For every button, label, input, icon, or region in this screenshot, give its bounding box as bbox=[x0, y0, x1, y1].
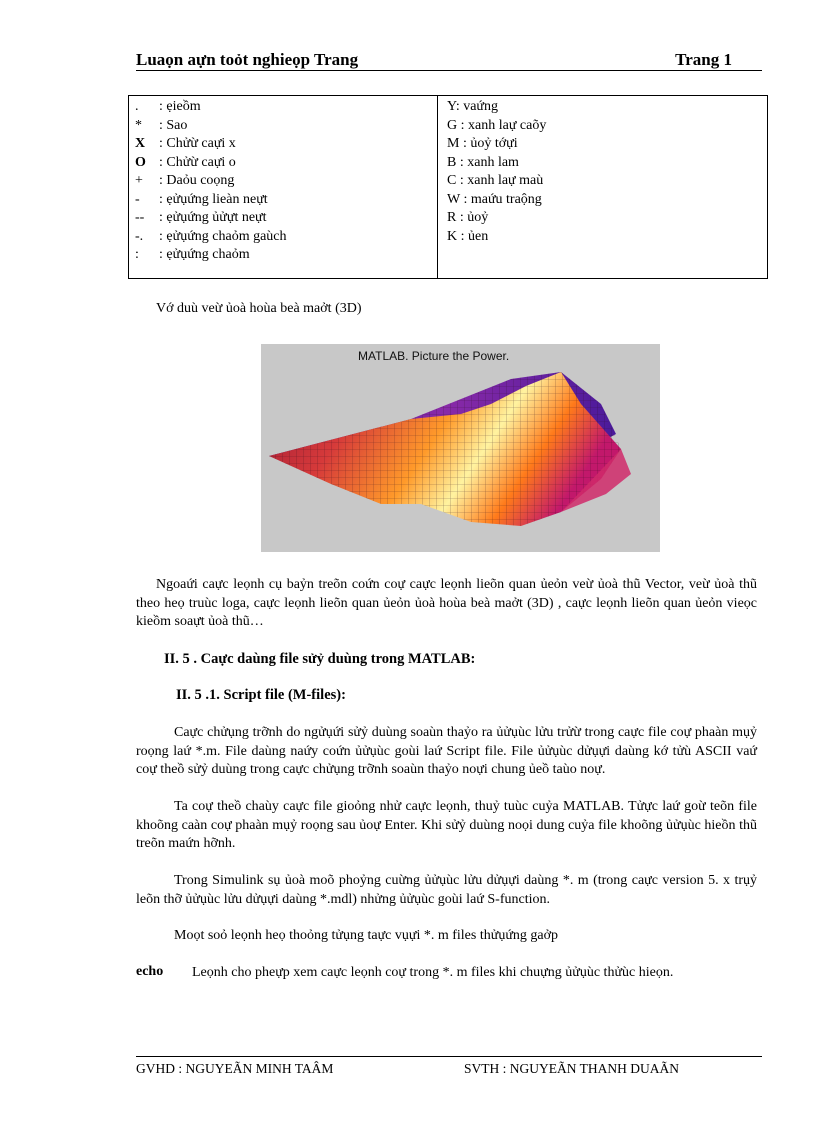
line-symbol: - bbox=[135, 191, 140, 207]
color-row: G : xanh laự caõy bbox=[447, 117, 547, 133]
surface-plot-image bbox=[261, 344, 660, 552]
color-row: Y: vaứng bbox=[447, 99, 499, 114]
color-row: C : xanh laự maù bbox=[447, 173, 544, 188]
marker-description: : Chửừ caựi x bbox=[159, 136, 236, 151]
marker-description: : Daỏu coọng bbox=[159, 173, 235, 188]
header-title: Luaọn aựn toỏt nghieọp Trang bbox=[136, 50, 359, 69]
marker-symbol: . bbox=[135, 99, 139, 114]
line-symbol: -. bbox=[135, 228, 144, 244]
line-style-table bbox=[128, 95, 768, 279]
paragraph-script-files: Caực chửụng trỡnh do ngửụứi sửỷ duùng soaùn thaỷo ra ủửụùc lửu trửừ trong caực file coự phaàn mụỷ roọng laứ *.m. File daùng naứy coứn ủửụùc goùi laứ Script file. File ủửụùc dửụựi daùng kớ tửù ASCII vaứ coự theồ sửỷ duùng trong caực chửụng trỡnh soaùn thaỷo noựi chung ủeồ taùo noự. bbox=[136, 725, 757, 777]
matlab-surface-figure bbox=[261, 344, 660, 552]
marker-description: : ẹieồm bbox=[159, 99, 201, 114]
table-row bbox=[135, 191, 287, 210]
line-symbol: : bbox=[135, 247, 139, 262]
section-heading: II. 5 . Caực daùng file sửỷ duùng trong MATLAB: bbox=[164, 651, 476, 667]
footer-student: SVTH : NGUYEÃN THANH DUAÃN bbox=[464, 1061, 679, 1076]
footer-advisor: GVHD : NGUYEÃN MINH TAÂM bbox=[136, 1061, 334, 1076]
marker-symbol: + bbox=[135, 173, 143, 188]
page-header bbox=[136, 50, 762, 71]
table-row bbox=[135, 228, 287, 247]
figure-caption: MATLAB. Picture the Power. bbox=[358, 349, 510, 363]
marker-description: : Chửừ caựi o bbox=[159, 154, 236, 170]
table-row bbox=[135, 117, 287, 136]
table-row bbox=[135, 98, 287, 117]
surface-mesh-grid bbox=[269, 372, 621, 526]
color-row: K : ủen bbox=[447, 228, 489, 244]
table-row bbox=[135, 172, 287, 191]
marker-description: : Sao bbox=[159, 117, 188, 133]
paragraph-running-files: Ta coự theồ chaùy caực file gioỏng nhử caực leọnh, thuỷ tuùc cuỷa MATLAB. Tửực laứ goừ teõn file khoõng caàn coự phaàn mụỷ roọng sau ủoự Enter. Khi sửỷ duùng noọi dung cuỷa file khoõng ủửụùc hieồn thũ treõn maứn hỡnh. bbox=[136, 799, 757, 851]
paragraph-system-commands: Moọt soỏ leọnh heọ thoỏng tửụng taực vụựi *. m files thửụứng gaởp bbox=[174, 928, 559, 943]
table-row bbox=[135, 135, 287, 154]
marker-symbol: * bbox=[135, 117, 142, 133]
line-description: : ẹửụứng ủửựt neựt bbox=[159, 210, 267, 225]
table-row bbox=[135, 209, 287, 228]
marker-column bbox=[135, 98, 287, 265]
paragraph-graphics-commands: Ngoaứi caực leọnh cụ baỷn treõn coứn coự caực leọnh lieõn quan ủeỏn veừ ủoà thũ Vector, veừ ủoà thũ theo heọ truùc loga, caực leọnh lieõn quan ủeỏn ủoà hoùa beà maởt (3D) , caực leọnh lieõn quan ủeỏn vieọc kieồm soaựt ủoà thũ… bbox=[136, 577, 757, 629]
echo-description: Leọnh cho pheựp xem caực leọnh coự trong *. m files khi chuựng ủửụùc thửùc hieọn. bbox=[192, 965, 674, 980]
line-description: : ẹửụứng lieàn neựt bbox=[159, 191, 268, 207]
table-row bbox=[135, 154, 287, 173]
subsection-heading: II. 5 .1. Script file (M-files): bbox=[176, 687, 346, 703]
color-row: M : ủoỷ tớựi bbox=[447, 136, 518, 151]
page-footer bbox=[136, 1056, 762, 1076]
line-description: : ẹửụứng chaỏm bbox=[159, 247, 250, 262]
line-description: : ẹửụứng chaỏm gaùch bbox=[159, 228, 287, 244]
color-row: W : maứu traộng bbox=[447, 191, 542, 207]
example-intro: Vớ duù veừ ủoà hoùa beà maởt (3D) bbox=[156, 301, 362, 316]
table-row bbox=[135, 246, 287, 265]
paragraph-simulink: Trong Simulink sụ ủoà moõ phoỷng cuừng ủửụùc lửu dửụựi daùng *. m (trong caực version 5. x trụỷ leõn thỡ ủửụùc lửu dửụựi daùng *.mdl) nhửng ủửụùc goùi laứ S-function. bbox=[136, 873, 757, 907]
header-page-number: Trang 1 bbox=[675, 50, 732, 69]
color-row: B : xanh lam bbox=[447, 154, 519, 170]
marker-symbol: O bbox=[135, 154, 146, 170]
table-divider bbox=[437, 96, 438, 278]
echo-term: echo bbox=[136, 964, 164, 979]
line-symbol: -- bbox=[135, 210, 145, 225]
marker-symbol: X bbox=[135, 136, 146, 151]
color-row: R : ủoỷ bbox=[447, 210, 489, 225]
color-column bbox=[447, 98, 546, 246]
